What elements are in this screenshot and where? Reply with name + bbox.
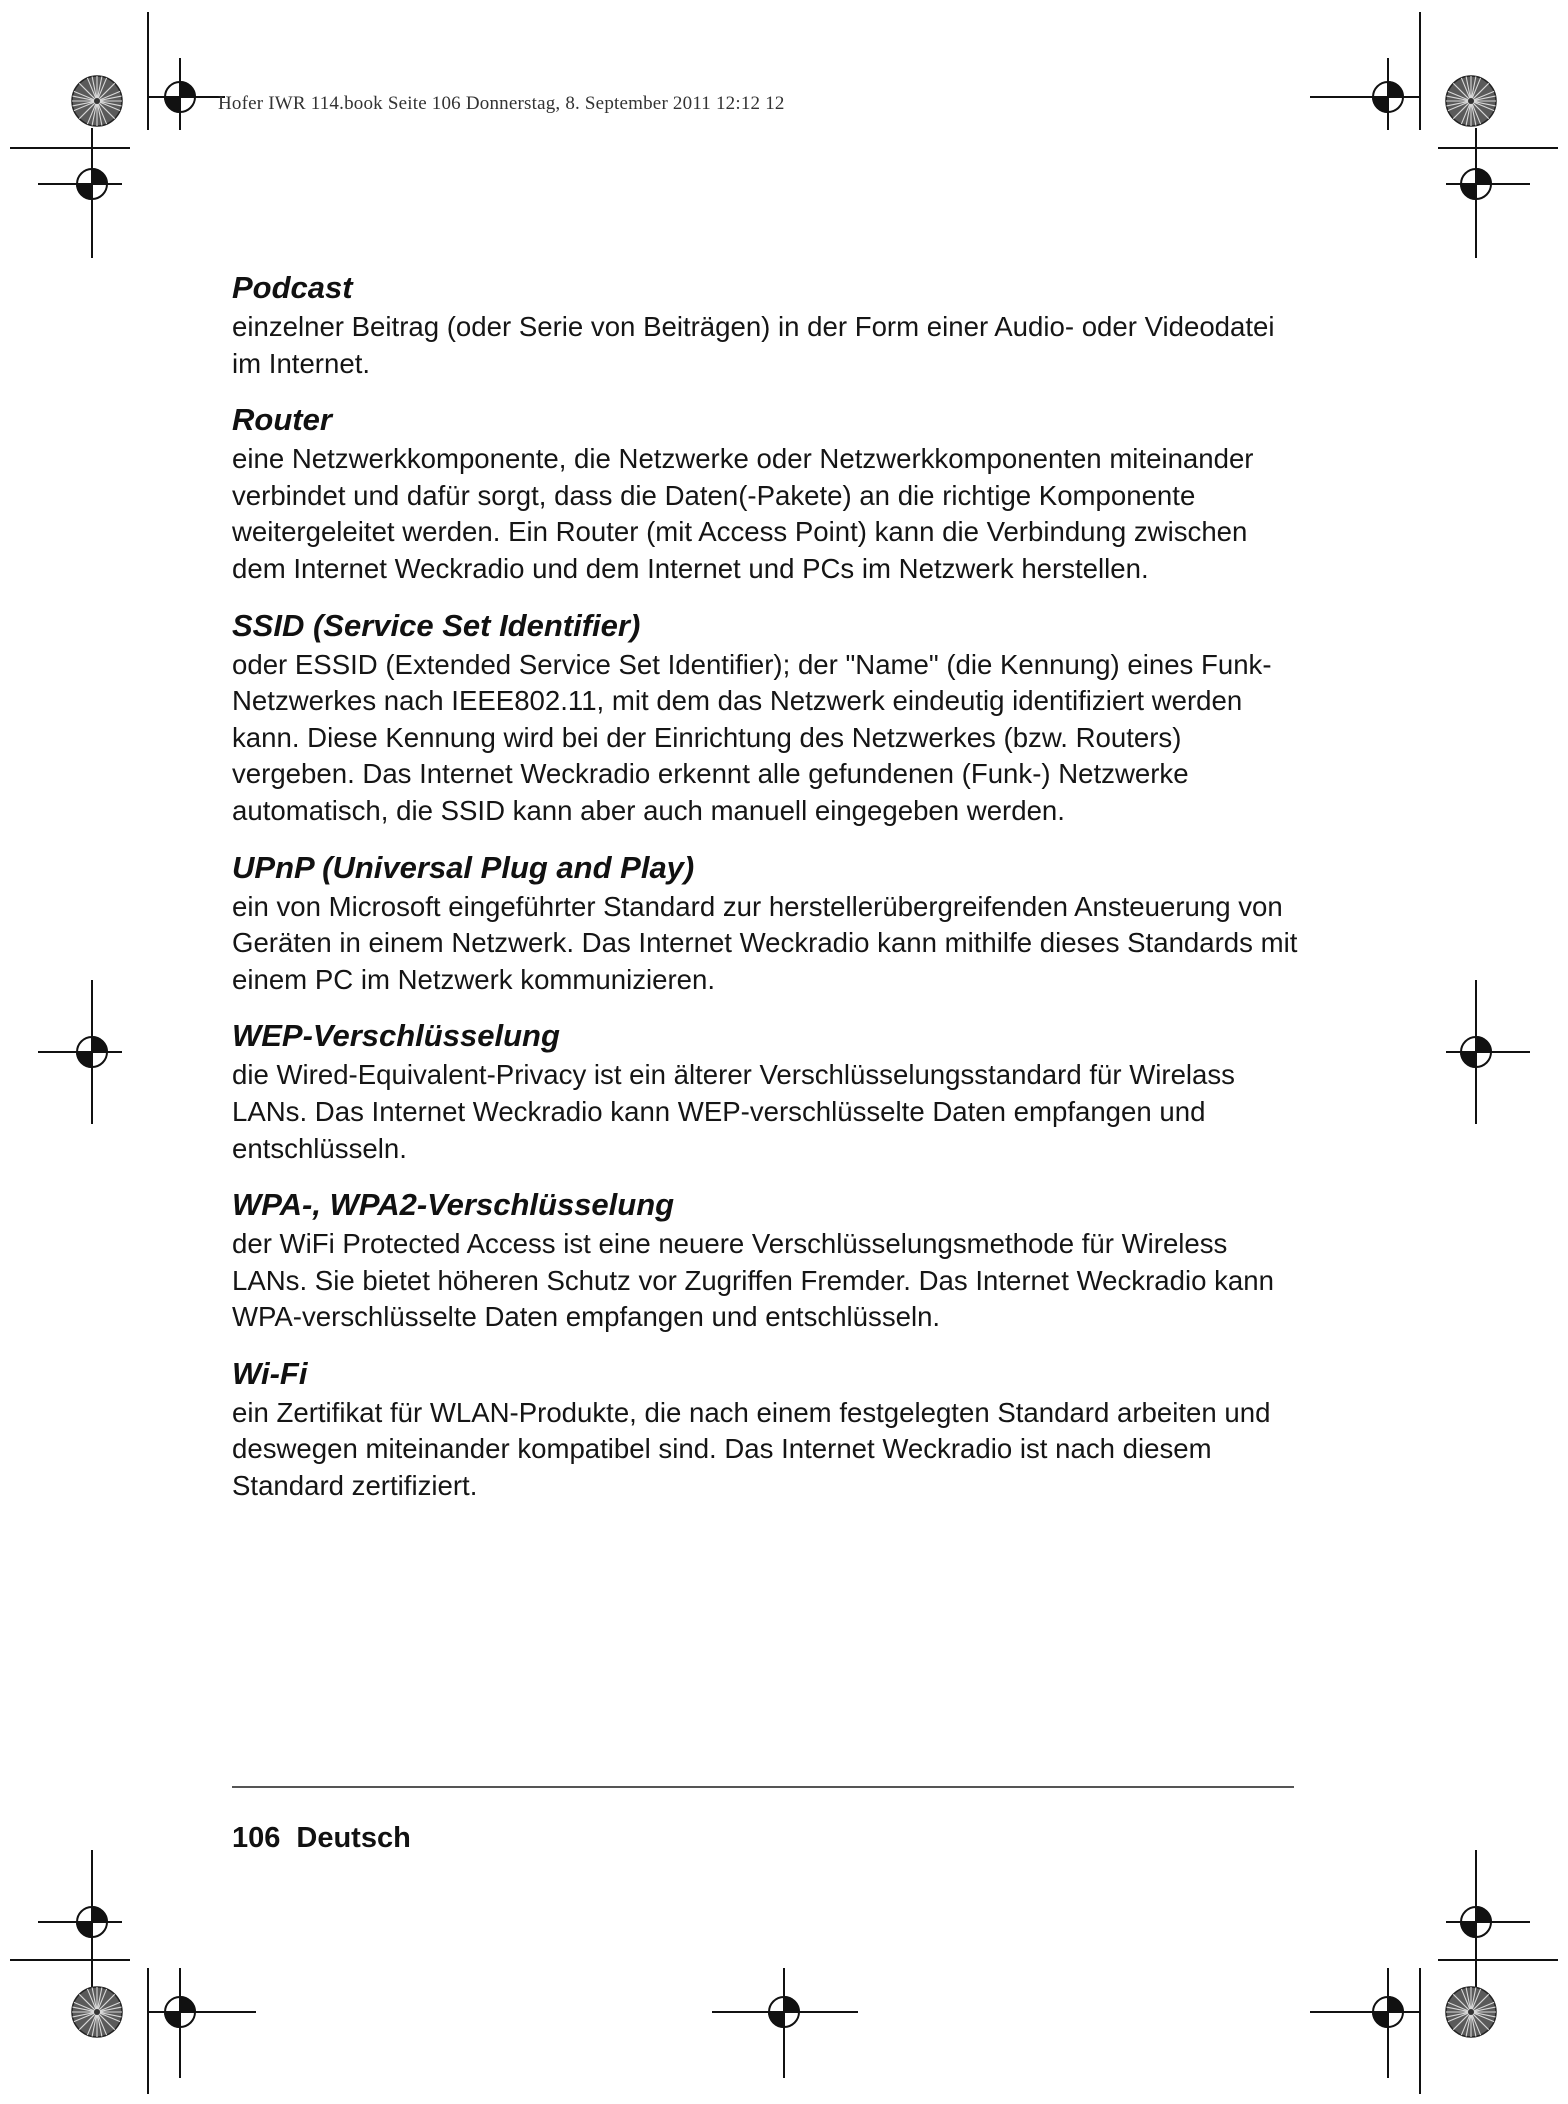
glossary-definition: die Wired-Equivalent-Privacy ist ein älterer Verschlüsselungsstandard für Wirelass LANs. Das Internet Weckradio kann WEP-verschlüsselte Daten empfangen und entschlüsseln. (232, 1059, 1235, 1164)
glossary-entry-podcast (232, 268, 1304, 382)
glossary-term: Router (232, 402, 332, 438)
glossary-entry-wifi (232, 1354, 1304, 1505)
glossary-definition: oder ESSID (Extended Service Set Identifier); der "Name" (die Kennung) eines Funk-Netzwerkes nach IEEE802.11, mit dem das Netzwerk eindeutig identifiziert werden kann. Diese Kennung wird bei der Einrichtung des Netzwerkes (bzw. Routers) vergeben. Das Internet Weckradio erkennt alle gefundenen (Funk-) Netzwerke automatisch, die SSID kann aber auch manuell eingegeben werden. (232, 648, 1272, 826)
page-number: 106 (232, 1822, 281, 1854)
glossary-definition: ein von Microsoft eingeführter Standard zur herstellerübergreifenden Ansteuerung von Geräten in einem Netzwerk. Das Internet Weckradio kann mithilfe dieses Standards mit einem PC im Netzwerk kommunizieren. (232, 890, 1298, 995)
glossary-definition: der WiFi Protected Access ist eine neuere Verschlüsselungsmethode für Wireless LANs. Sie bietet höheren Schutz vor Zugriffen Fremder. Das Internet Weckradio kann WPA-verschlüsselte Daten empfangen und entschlüsseln. (232, 1228, 1274, 1333)
glossary-entry-wep (232, 1016, 1304, 1167)
glossary-definition: eine Netzwerkkomponente, die Netzwerke oder Netzwerkkomponenten miteinander verbindet und dafür sorgt, dass die Daten(-Pakete) an die richtige Komponente weitergeleitet werden. Ein Router (mit Access Point) kann die Verbindung zwischen dem Internet Weckradio und dem Internet und PCs im Netzwerk herstellen. (232, 443, 1254, 584)
page-footer (232, 1822, 411, 1855)
footer-divider (232, 1786, 1294, 1788)
glossary-term: SSID (Service Set Identifier) (232, 607, 641, 643)
glossary-entry-wpa (232, 1185, 1304, 1336)
glossary-entry-upnp (232, 848, 1304, 999)
print-slug-line: Hofer IWR 114.book Seite 106 Donnerstag, 8. September 2011 12:12 12 (218, 93, 785, 114)
glossary-entry-ssid (232, 606, 1304, 830)
glossary-entry-router (232, 400, 1304, 587)
glossary-term: Wi-Fi (232, 1355, 308, 1391)
glossary-term: Podcast (232, 270, 353, 305)
footer-language: Deutsch (296, 1822, 411, 1854)
glossary-term: UPnP (Universal Plug and Play) (232, 849, 695, 885)
glossary-term: WPA-, WPA2-Verschlüsselung (232, 1187, 675, 1223)
glossary-term: WEP-Verschlüsselung (232, 1018, 560, 1054)
glossary-definition: ein Zertifikat für WLAN-Produkte, die nach einem festgelegten Standard arbeiten und deswegen miteinander kompatibel sind. Das Internet Weckradio ist nach diesem Standard zertifiziert. (232, 1396, 1271, 1502)
glossary-definition: einzelner Beitrag (oder Serie von Beiträgen) in der Form einer Audio- oder Videodatei im Internet. (232, 311, 1275, 379)
glossary-content (232, 268, 1304, 1523)
